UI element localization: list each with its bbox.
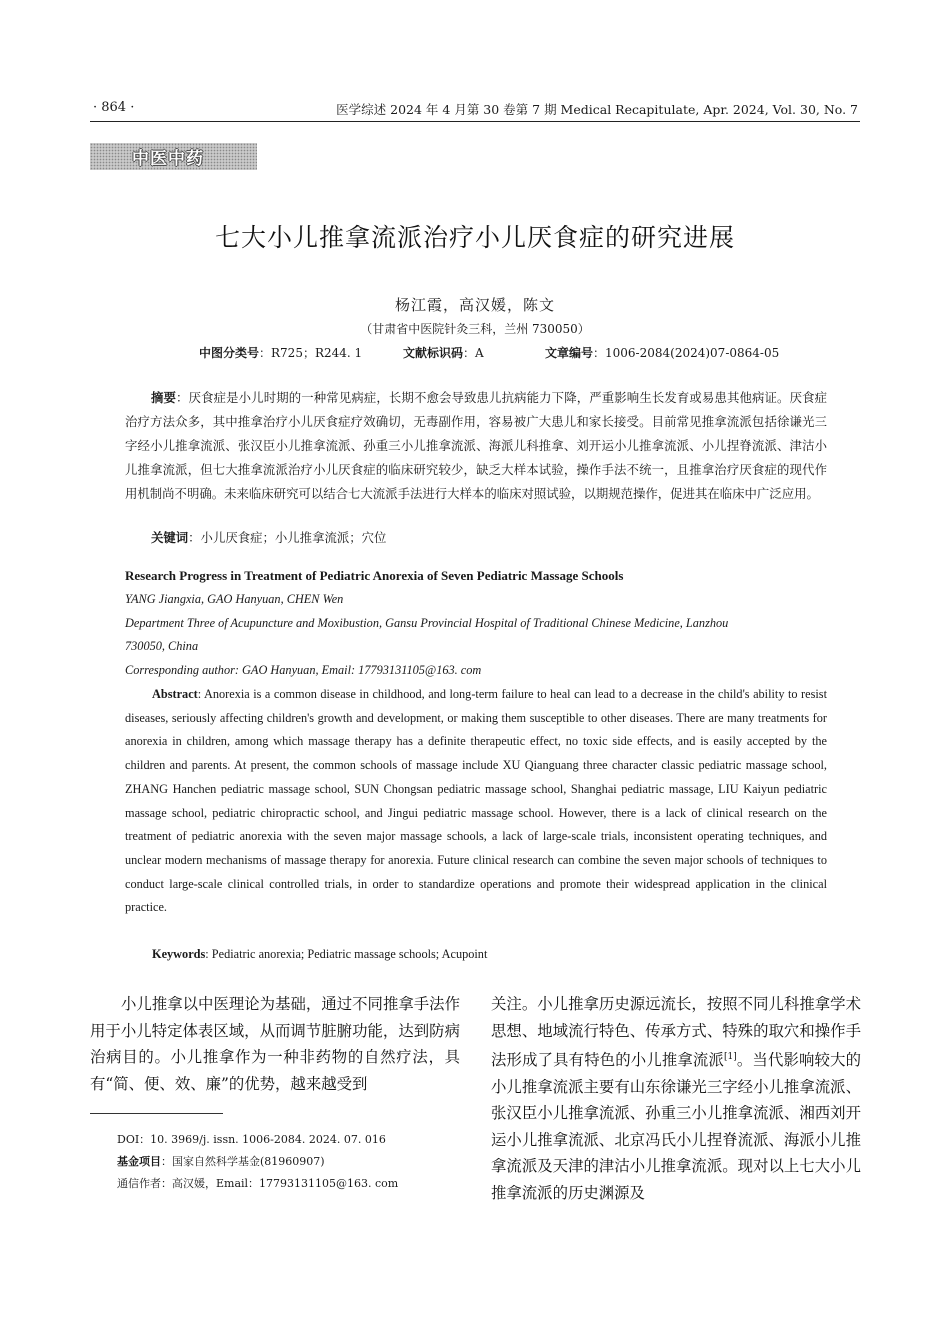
keywords-cn (151, 528, 386, 546)
body-right-text-b: 。当代影响较大的小儿推拿流派主要有山东徐谦光三字经小儿推拿流派、张汉臣小儿推拿流派、孙重三小儿推拿流派、湘西刘开运小儿推拿流派、北京冯氏小儿捏脊流派、海派小儿推拿流派及天津的津沽小儿推拿流派。现对以上七大小儿推拿流派的历史渊源及 (491, 1051, 861, 1202)
document-code (403, 344, 484, 361)
keywords-en-text: : Pediatric anorexia; Pediatric massage schools; Acupoint (205, 947, 488, 961)
english-affiliation-line2: 730050, China (125, 639, 199, 653)
classification-row (0, 344, 950, 360)
keywords-cn-text: ：小儿厌食症；小儿推拿流派；穴位 (188, 530, 387, 545)
abstract-en (125, 683, 827, 920)
article-title: 七大小儿推拿流派治疗小儿厌食症的研究进展 (214, 223, 735, 252)
clc-value: ：R725；R244. 1 (259, 346, 363, 360)
body-right-text-a: 关注。小儿推拿历史源远流长，按照不同儿科推拿学术思想、地域流行特色、传承方式、特殊的取穴和操作手法形成了具有特色的小儿推拿流派 (491, 995, 861, 1070)
fund-label: 基金项目 (117, 1155, 161, 1168)
authors-cn: 杨江霞，高汉媛，陈文 (394, 296, 555, 314)
keywords-en (152, 947, 487, 962)
section-tag (90, 143, 257, 170)
doc-code-value: ：A (463, 346, 484, 360)
page-number: · 864 · (93, 100, 135, 115)
body-left-column: 小儿推拿以中医理论为基础，通过不同推拿手法作用于小儿特定体表区域，从而调节脏腑功能，达到防病治病目的。小儿推拿作为一种非药物的自然疗法，具有“简、便、效、廉”的优势，越来越受到 (90, 995, 460, 1093)
correspondence-footnote: 通信作者：高汉媛，Email：17793131105@163. com (117, 1177, 399, 1190)
journal-header: 医学综述 2024 年 4 月第 30 卷第 7 期 Medical Recapitulate, Apr. 2024, Vol. 30, No. 7 (336, 102, 858, 117)
article-no-value: ：1006-2084(2024)07-0864-05 (593, 346, 780, 360)
english-title: Research Progress in Treatment of Pediatric Anorexia of Seven Pediatric Massage Schools (125, 568, 624, 583)
article-number (545, 344, 779, 361)
doc-code-label: 文献标识码 (403, 346, 464, 360)
fund-footnote (117, 1153, 325, 1169)
clc-number (199, 344, 362, 361)
keywords-en-label: Keywords (152, 947, 206, 961)
fund-text: ：国家自然科学基金(81960907) (161, 1155, 325, 1168)
corresponding-author-en: Corresponding author: GAO Hanyuan, Email: 17793131105@163. com (125, 663, 482, 677)
citation-ref[interactable]: [1] (723, 1052, 737, 1062)
footnote-divider (90, 1113, 223, 1114)
abstract-cn-text: ：厌食症是小儿时期的一种常见病症，长期不愈会导致患儿抗病能力下降，严重影响生长发育或易患其他病证。厌食症治疗方法众多，其中推拿治疗小儿厌食症疗效确切，无毒副作用，容易被广大患儿和家长接受。目前常见推拿流派包括徐谦光三字经小儿推拿流派、张汉臣小儿推拿流派、孙重三小儿推拿流派、海派儿科推拿、刘开运小儿推拿流派、小儿捏脊流派、津沽小儿推拿流派，但七大推拿流派治疗小儿厌食症的临床研究较少，缺乏大样本试验，操作手法不统一，且推拿治疗厌食症的现代作用机制尚不明确。未来临床研究可以结合七大流派手法进行大样本的临床对照试验，以期规范操作，促进其在临床中广泛应用。 (125, 390, 828, 501)
abstract-cn (125, 386, 827, 506)
abstract-en-text: : Anorexia is a common disease in childhood, and long-term failure to heal can lead to a decrease in the child's ability to resist diseases, seriously affecting children's growth and development, or making them susceptible to other diseases. There are many treatments for anorexia in children, among which massage therapy has a definite therapeutic effect, no toxic side effects, and is easily accepted by the children and parents. At present, the common schools of massage include XU Qianguang three character classic pediatric massage school, ZHANG Hanchen pediatric massage school, SUN Chongsan pediatric massage school, Shanghai pediatric massage, LIU Kaiyun pediatric massage school, pediatric chiropractic school, and Jingui pediatric massage school. However, there is a lack of clinical research on the treatment of pediatric anorexia with the seven major massage schools, a lack of large-scale trials, inconsistent operating techniques, and unclear modern mechanisms of massage therapy for anorexia. Future clinical research can combine the seven major schools of techniques to conduct large-scale clinical controlled trials, in order to standardize operations and promote their widespread application in the clinical practice. (125, 687, 827, 915)
affiliation-cn: （甘肃省中医院针灸三科，兰州 730050） (360, 322, 590, 336)
keywords-cn-label: 关键词 (151, 530, 189, 545)
english-affiliation-line1: Department Three of Acupuncture and Moxibustion, Gansu Provincial Hospital of Traditional Chinese Medicine, Lanzhou (125, 616, 729, 630)
abstract-en-label: Abstract (152, 687, 198, 701)
english-authors: YANG Jiangxia, GAO Hanyuan, CHEN Wen (125, 592, 344, 606)
header-divider (90, 121, 860, 122)
clc-label: 中图分类号 (199, 346, 260, 360)
article-no-label: 文章编号 (545, 346, 594, 360)
body-right-column (491, 991, 861, 1206)
doi-footnote[interactable]: DOI：10. 3969/j. issn. 1006-2084. 2024. 07. 016 (117, 1133, 386, 1146)
abstract-cn-label: 摘要 (151, 390, 177, 405)
section-tag-label: 中医中药 (132, 149, 204, 169)
